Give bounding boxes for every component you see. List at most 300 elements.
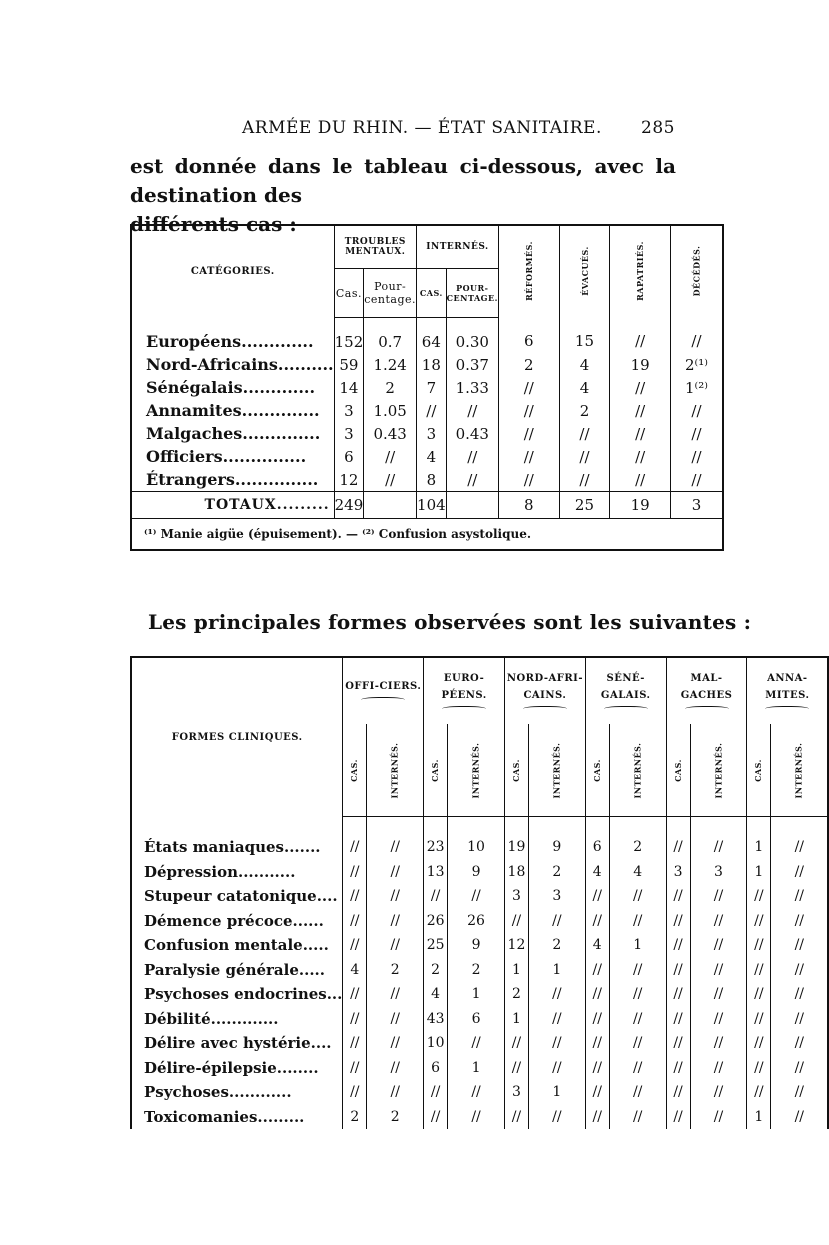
table-cell: 4 (585, 933, 609, 958)
table-row (131, 445, 723, 468)
table-cell: 1 (528, 958, 585, 983)
subheader-label: CAS. (672, 758, 683, 782)
table-cell: // (446, 445, 498, 468)
table-cell: 2 (528, 933, 585, 958)
footnote-row (131, 519, 723, 551)
table-cell: 1 (747, 1105, 771, 1130)
table-cell: // (610, 468, 671, 492)
table-cell: 64 (417, 318, 447, 354)
table-cell: // (528, 1031, 585, 1056)
intro-line-1: est donnée dans le tableau ci-dessous, avec la destination des (130, 154, 676, 207)
table-cell: // (417, 399, 447, 422)
table-formes-cliniques (130, 656, 829, 1129)
subheader-label: CAS. (510, 758, 521, 782)
header-reformes: RÉFORMÉS. (498, 225, 559, 318)
table-cell: 12 (505, 933, 529, 958)
group-label: OFFI-CIERS. (345, 681, 422, 692)
table-cell: // (446, 468, 498, 492)
footnote: ⁽¹⁾ Manie aigüe (épuisement). — ⁽²⁾ Confusion asystolique. (131, 519, 723, 551)
group-label: NORD-AFRI-CAINS. (506, 672, 583, 701)
table-cell: 13 (424, 860, 448, 885)
subheader-label: INTERNÉS. (712, 742, 723, 798)
table-cell: // (343, 1031, 367, 1056)
table-row (131, 933, 828, 958)
table-cell: 18 (505, 860, 529, 885)
table-cell: // (367, 909, 424, 934)
table-cell: // (498, 445, 559, 468)
header-internes: INTERNÉS. (417, 225, 499, 269)
totals-cell: 25 (559, 492, 610, 519)
table-cell: // (367, 1031, 424, 1056)
group-header (585, 657, 666, 724)
subheader-label: INTERNÉS. (793, 742, 804, 798)
table-cell: // (671, 399, 723, 422)
table-cell: // (364, 445, 417, 468)
table-cell: // (671, 445, 723, 468)
table-cell: // (343, 933, 367, 958)
table-row (131, 958, 828, 983)
table-cell: 1⁽²⁾ (671, 376, 723, 399)
table-cell: // (610, 376, 671, 399)
table-cell: // (666, 817, 690, 860)
subheader-label: CAS. (591, 758, 602, 782)
subheader-internes (690, 724, 747, 817)
table-cell: 1 (609, 933, 666, 958)
table-cell: // (609, 1105, 666, 1130)
header-pourcentage: Pour-centage. (364, 269, 417, 318)
subheader-label: CAS. (753, 758, 764, 782)
table-cell: // (690, 958, 747, 983)
table2-body (131, 817, 828, 1130)
row-label: Toxicomanies......... (131, 1105, 343, 1130)
subheader-internes (448, 724, 505, 817)
row-label: Annamites.............. (131, 399, 334, 422)
table-cell: 10 (448, 817, 505, 860)
table-cell: // (609, 1056, 666, 1081)
table-cell: // (666, 1007, 690, 1032)
table-cell: // (498, 468, 559, 492)
table-cell: 2 (559, 399, 610, 422)
table-cell: 4 (417, 445, 447, 468)
table-cell: // (448, 1105, 505, 1130)
table-row (131, 468, 723, 492)
table-cell: 18 (417, 353, 447, 376)
table-cell: // (585, 982, 609, 1007)
table-cell: // (771, 1080, 828, 1105)
table-cell: // (343, 982, 367, 1007)
header-pourcentage-internes: POUR-CENTAGE. (446, 269, 498, 318)
table-cell: // (343, 860, 367, 885)
totals-cell: 3 (671, 492, 723, 519)
table-cell: 2 (609, 817, 666, 860)
table-row (131, 1105, 828, 1130)
table-cell: // (771, 982, 828, 1007)
table-cell: // (585, 909, 609, 934)
table-cell: // (609, 884, 666, 909)
table-cell: 3 (666, 860, 690, 885)
table-cell: // (364, 468, 417, 492)
table-cell: 4 (424, 982, 448, 1007)
group-label: SÉNÉ-GALAIS. (600, 672, 651, 701)
subheader-label: CAS. (430, 758, 441, 782)
table-cell: 3 (528, 884, 585, 909)
subheader-label: INTERNÉS. (389, 742, 400, 798)
table-cell: 0.7 (364, 318, 417, 354)
table-cell: // (367, 1080, 424, 1105)
table-cell: // (367, 1007, 424, 1032)
subheader-internes (609, 724, 666, 817)
table-cell: // (609, 982, 666, 1007)
table-cell: 0.37 (446, 353, 498, 376)
table-cell: // (343, 1056, 367, 1081)
table-cell: 2⁽¹⁾ (671, 353, 723, 376)
table-cell: 0.30 (446, 318, 498, 354)
table-cell: // (585, 958, 609, 983)
table-cell: // (690, 1007, 747, 1032)
brace-icon (361, 697, 405, 704)
table-cell: // (610, 422, 671, 445)
row-label: États maniaques....... (131, 817, 343, 860)
subheader-cas (424, 724, 448, 817)
group-label: MAL-GACHES (680, 672, 733, 701)
table-cell: 152 (334, 318, 364, 354)
table-cell: // (609, 958, 666, 983)
table-cell: // (446, 399, 498, 422)
table1-body (131, 318, 723, 551)
table-cell: // (585, 1056, 609, 1081)
table-cell: // (609, 909, 666, 934)
table-cell: // (528, 1007, 585, 1032)
table-cell: // (666, 1031, 690, 1056)
table-cell: // (343, 909, 367, 934)
row-label: Débilité............. (131, 1007, 343, 1032)
totals-cell: 8 (498, 492, 559, 519)
table-cell: // (771, 1105, 828, 1130)
table-cell: // (498, 376, 559, 399)
table-cell: // (771, 1056, 828, 1081)
table-cell: 1 (505, 958, 529, 983)
table-cell: // (424, 1080, 448, 1105)
table-row (131, 817, 828, 860)
table-cell: // (747, 1080, 771, 1105)
table-cell: 3 (505, 1080, 529, 1105)
table-cell: 23 (424, 817, 448, 860)
table-cell: // (610, 445, 671, 468)
table-cell: // (690, 1031, 747, 1056)
table-cell: 6 (424, 1056, 448, 1081)
subheader-label: INTERNÉS. (470, 742, 481, 798)
table-cell: 19 (610, 353, 671, 376)
table-cell: 15 (559, 318, 610, 354)
table-cell: // (505, 1105, 529, 1130)
table-row (131, 860, 828, 885)
table-cell: 0.43 (446, 422, 498, 445)
table-cell: 6 (334, 445, 364, 468)
table-cell: // (690, 909, 747, 934)
header-formes-cliniques: FORMES CLINIQUES. (131, 657, 343, 817)
table-cell: // (747, 909, 771, 934)
brace-icon (442, 706, 486, 713)
table-cell: 2 (505, 982, 529, 1007)
table-cell: 1 (747, 860, 771, 885)
table-cell: // (610, 318, 671, 354)
row-label: Nord-Africains.......... (131, 353, 334, 376)
row-label: Confusion mentale..... (131, 933, 343, 958)
table-cell: // (559, 468, 610, 492)
table-cell: // (528, 909, 585, 934)
table-cell: // (747, 1056, 771, 1081)
subheader-cas (505, 724, 529, 817)
table-cell: // (528, 1105, 585, 1130)
group-header (343, 657, 424, 724)
table-row (131, 982, 828, 1007)
brace-icon (685, 706, 729, 713)
table-cell: // (367, 982, 424, 1007)
subheader-label: INTERNÉS. (632, 742, 643, 798)
table-cell: 1.24 (364, 353, 417, 376)
table-cell: // (343, 884, 367, 909)
table-cell: // (498, 399, 559, 422)
table-cell: 26 (424, 909, 448, 934)
table-cell: // (498, 422, 559, 445)
table-row (131, 884, 828, 909)
table-cell: // (690, 933, 747, 958)
table-cell: 26 (448, 909, 505, 934)
subheader-internes (367, 724, 424, 817)
table-cell: // (747, 958, 771, 983)
table-cell: // (610, 399, 671, 422)
table-cell: 2 (498, 353, 559, 376)
table-cell: // (666, 909, 690, 934)
table-cell: // (559, 445, 610, 468)
table-row (131, 1056, 828, 1081)
intro-line-2: différents cas : (130, 212, 297, 236)
table-cell: 4 (559, 353, 610, 376)
row-label: Étrangers............... (131, 468, 334, 492)
table-row (131, 399, 723, 422)
table-cell: 2 (343, 1105, 367, 1130)
table-cell: // (367, 1056, 424, 1081)
row-label: Stupeur catatonique.... (131, 884, 343, 909)
table-cell: 4 (609, 860, 666, 885)
table-cell: // (747, 982, 771, 1007)
table-cell: 9 (528, 817, 585, 860)
table-cell: 1.05 (364, 399, 417, 422)
table-row (131, 318, 723, 354)
table-cell: // (671, 422, 723, 445)
brace-icon (604, 706, 648, 713)
brace-icon (523, 706, 567, 713)
subheader-internes (528, 724, 585, 817)
row-label: Psychoses endocrines... (131, 982, 343, 1007)
subheader-internes (771, 724, 828, 817)
table-cell: 1 (505, 1007, 529, 1032)
table-cell: // (424, 884, 448, 909)
table-cell: // (585, 884, 609, 909)
table-row (131, 422, 723, 445)
table-cell: 2 (528, 860, 585, 885)
table-row (131, 376, 723, 399)
table-cell: 9 (448, 860, 505, 885)
table-cell: // (448, 884, 505, 909)
subheader-cas (343, 724, 367, 817)
table-cell: // (771, 909, 828, 934)
table-cell: // (528, 1056, 585, 1081)
table-destinations (130, 224, 724, 551)
table-cell: // (505, 1056, 529, 1081)
header-rapatries: RAPATRIÉS. (610, 225, 671, 318)
table-cell: // (528, 982, 585, 1007)
table-cell: 2 (367, 958, 424, 983)
table-cell: 3 (505, 884, 529, 909)
table-cell: // (747, 884, 771, 909)
table-cell: 0.43 (364, 422, 417, 445)
table-cell: 6 (448, 1007, 505, 1032)
table-cell: // (747, 1031, 771, 1056)
subheader-cas (666, 724, 690, 817)
header-cas: Cas. (334, 269, 364, 318)
table-cell: 1.33 (446, 376, 498, 399)
table-cell: 9 (448, 933, 505, 958)
table-cell: 1 (448, 982, 505, 1007)
table-cell: // (671, 318, 723, 354)
table-cell: 25 (424, 933, 448, 958)
table-cell: // (367, 860, 424, 885)
table-cell: 7 (417, 376, 447, 399)
table-cell: // (559, 422, 610, 445)
table-cell: 3 (334, 399, 364, 422)
table-cell: // (690, 1056, 747, 1081)
table-cell: // (690, 1080, 747, 1105)
table-cell: // (505, 909, 529, 934)
table-cell: // (771, 817, 828, 860)
table-cell: // (585, 1031, 609, 1056)
table-cell: // (771, 884, 828, 909)
table-cell: // (747, 1007, 771, 1032)
table-cell: // (747, 933, 771, 958)
totals-cell (446, 492, 498, 519)
table-cell: // (585, 1007, 609, 1032)
table-cell: // (505, 1031, 529, 1056)
table-cell: 2 (367, 1105, 424, 1130)
table-cell: // (690, 1105, 747, 1130)
row-label: Dépression........... (131, 860, 343, 885)
table-cell: 2 (424, 958, 448, 983)
table-cell: // (666, 958, 690, 983)
table-row (131, 1031, 828, 1056)
table-cell: 12 (334, 468, 364, 492)
table-cell: // (771, 1031, 828, 1056)
table-cell: 4 (559, 376, 610, 399)
table-cell: // (690, 884, 747, 909)
table-cell: 10 (424, 1031, 448, 1056)
header-categories: CATÉGORIES. (131, 225, 334, 318)
header-decedes: DÉCÉDÉS. (671, 225, 723, 318)
table-cell: 3 (690, 860, 747, 885)
header-evacues: ÉVACUÉS. (559, 225, 610, 318)
page-number: 285 (641, 118, 675, 138)
table-cell: // (666, 1105, 690, 1130)
table-cell: // (666, 1056, 690, 1081)
table-cell: // (771, 860, 828, 885)
table-cell: // (666, 933, 690, 958)
table-cell: 1 (528, 1080, 585, 1105)
group-label: EURO-PÉENS. (441, 672, 487, 701)
table-cell: 2 (364, 376, 417, 399)
totals-cell: 104 (417, 492, 447, 519)
table-cell: // (690, 982, 747, 1007)
group-header (747, 657, 828, 724)
table-cell: // (367, 884, 424, 909)
totals-cell (364, 492, 417, 519)
table-cell: // (424, 1105, 448, 1130)
table-cell: // (666, 1080, 690, 1105)
table-cell: // (690, 817, 747, 860)
table-row (131, 1080, 828, 1105)
totals-label: TOTAUX......... (131, 492, 334, 519)
table-cell: 2 (448, 958, 505, 983)
group-header (666, 657, 747, 724)
table-row (131, 909, 828, 934)
totals-cell: 249 (334, 492, 364, 519)
table-cell: 8 (417, 468, 447, 492)
table-cell: // (666, 982, 690, 1007)
group-label: ANNA-MITES. (765, 672, 810, 701)
table-row (131, 353, 723, 376)
row-label: Paralysie générale..... (131, 958, 343, 983)
totals-row (131, 492, 723, 519)
row-label: Démence précoce...... (131, 909, 343, 934)
section-heading: Les principales formes observées sont les suivantes : (148, 610, 752, 634)
table-cell: // (343, 817, 367, 860)
header-cas-internes: CAS. (417, 269, 447, 318)
subheader-cas (585, 724, 609, 817)
row-label: Psychoses............ (131, 1080, 343, 1105)
table-cell: // (666, 884, 690, 909)
table-cell: 14 (334, 376, 364, 399)
subheader-cas (747, 724, 771, 817)
table-cell: // (771, 1007, 828, 1032)
row-label: Européens............. (131, 318, 334, 354)
table-cell: // (585, 1080, 609, 1105)
table-cell: // (609, 1031, 666, 1056)
group-header (424, 657, 505, 724)
table-cell: // (771, 958, 828, 983)
table-cell: 3 (417, 422, 447, 445)
table-cell: // (448, 1031, 505, 1056)
group-header (505, 657, 586, 724)
header-troubles-mentaux: TROUBLES MENTAUX. (334, 225, 416, 269)
table-cell: // (609, 1007, 666, 1032)
table-cell: // (585, 1105, 609, 1130)
table-cell: // (367, 933, 424, 958)
brace-icon (765, 706, 809, 713)
table-cell: 4 (585, 860, 609, 885)
table-cell: 43 (424, 1007, 448, 1032)
table-cell: 6 (498, 318, 559, 354)
row-label: Délire avec hystérie.... (131, 1031, 343, 1056)
totals-cell: 19 (610, 492, 671, 519)
row-label: Sénégalais............. (131, 376, 334, 399)
table-cell: 6 (585, 817, 609, 860)
table-cell: // (343, 1080, 367, 1105)
table-row (131, 1007, 828, 1032)
table-cell: // (609, 1080, 666, 1105)
row-label: Délire-épilepsie........ (131, 1056, 343, 1081)
table-cell: // (448, 1080, 505, 1105)
table-cell: // (671, 468, 723, 492)
row-label: Malgaches.............. (131, 422, 334, 445)
